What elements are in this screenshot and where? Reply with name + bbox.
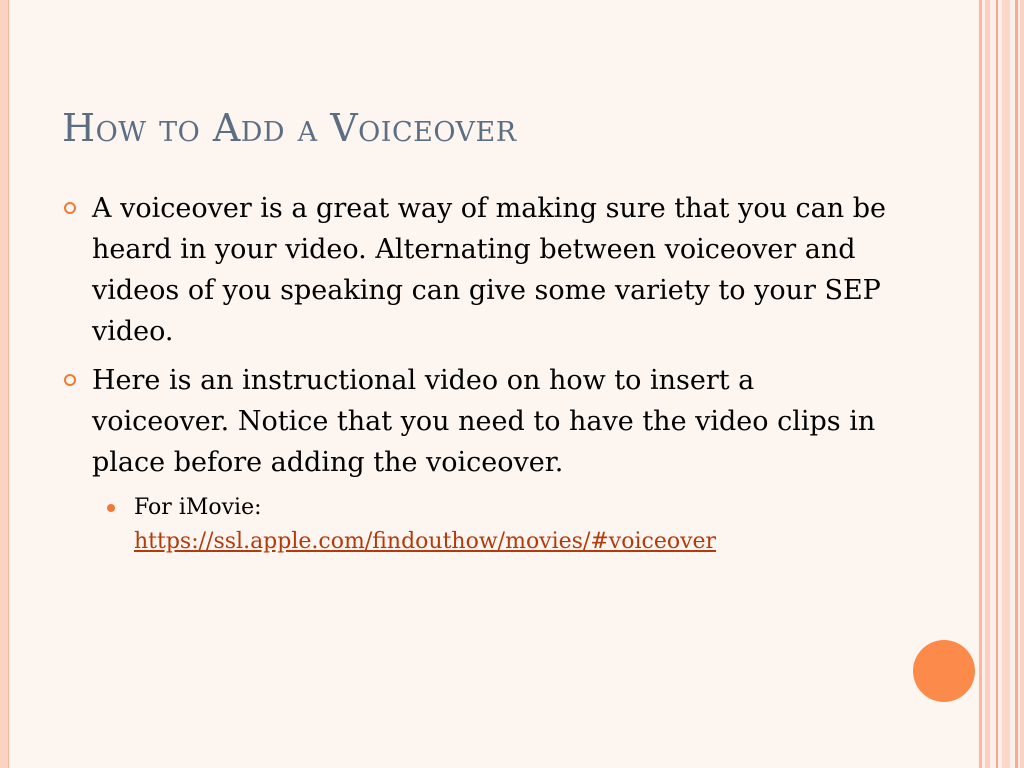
imovie-voiceover-link[interactable]: https://ssl.apple.com/findouthow/movies/#voiceover — [134, 529, 717, 554]
orange-circle-decoration — [913, 640, 975, 702]
slide-title: How to Add a Voiceover — [62, 106, 517, 150]
stripe — [996, 0, 998, 768]
sub-bullet-item — [64, 491, 894, 559]
slide-content — [64, 188, 894, 559]
stripe — [1002, 0, 1010, 768]
stripe — [1015, 0, 1018, 768]
sub-bullet-label: For iMovie: — [134, 495, 262, 520]
stripe — [985, 0, 990, 768]
bullet-item — [64, 360, 894, 483]
left-border — [0, 0, 9, 768]
bullet-text: Here is an instructional video on how to insert a voiceover. Notice that you need to have the video clips in place before adding the voiceover. — [92, 365, 876, 478]
bullet-dot-icon — [107, 504, 115, 512]
right-decorative-stripes — [978, 0, 1024, 768]
bullet-text: A voiceover is a great way of making sure that you can be heard in your video. Alternating between voiceover and videos of you speaking can give some variety to your SEP video. — [92, 193, 886, 347]
bullet-ring-icon — [64, 202, 76, 214]
bullet-item — [64, 188, 894, 352]
stripe — [979, 0, 982, 768]
bullet-ring-icon — [64, 374, 76, 386]
stripe — [1020, 0, 1024, 768]
